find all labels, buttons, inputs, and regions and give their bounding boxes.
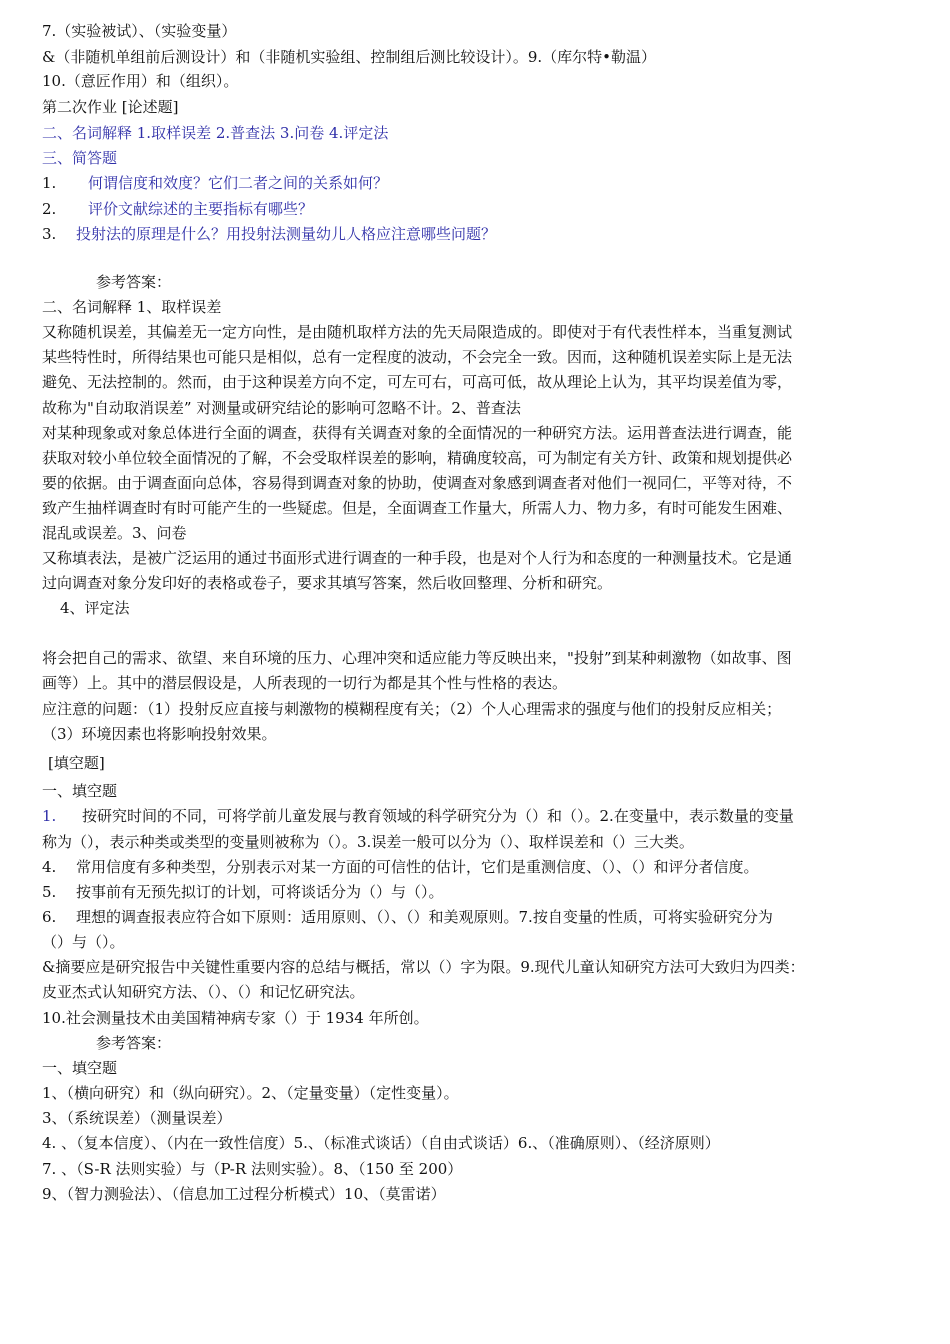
- question-text: 理想的调查报表应符合如下原则：适用原则、（）、（）和美观原则。7.按自变量的性质，可将实验研究分为: [76, 908, 773, 926]
- paragraph-line: 皮亚杰式认知研究方法、（）、（）和记忆研究法。: [42, 983, 365, 1001]
- question-text: 按事前有无预先拟订的计划，可将谈话分为（）与（）。: [76, 883, 444, 901]
- answer-line: 7. 、（S-R 法则实验）与（P-R 法则实验）。8、（150 至 200）: [42, 1160, 463, 1178]
- question-number: 5.: [42, 883, 57, 901]
- question-number: 6.: [42, 908, 57, 926]
- answer-line: 4. 、（复本信度）、（内在一致性信度）5.、（标准式谈话）（自由式谈话）6.、（准确原则）、（经济原则）: [42, 1134, 720, 1152]
- paragraph-line: 过向调查对象分发印好的表格或卷子，要求其填写答案，然后收回整理、分析和研究。: [42, 574, 613, 592]
- question-number: 1.: [42, 807, 57, 825]
- answer-line-10: 10.（意匠作用）和（组织）。: [42, 72, 239, 90]
- fill-question-6: [42, 905, 908, 930]
- answer-line: 3、（系统误差）（测量误差）: [42, 1109, 232, 1127]
- fill-in-heading: [填空题]: [48, 754, 105, 772]
- answer-section-heading: 一、填空题: [42, 1059, 118, 1077]
- fill-question-1: [42, 804, 908, 829]
- paragraph-line: （3）环境因素也将影响投射效果。: [42, 725, 277, 743]
- paragraph-line: 获取对较小单位较全面情况的了解，不会受取样误差的影响，精确度较高，可为制定有关方针、政策和规划提供必: [42, 449, 793, 467]
- answer-line-8-9: &（非随机单组前后测设计）和（非随机实验组、控制组后测比较设计）。9.（库尔特•勒温）: [42, 48, 657, 66]
- paragraph-line: 对某种现象或对象总体进行全面的调查，获得有关调查对象的全面情况的一种研究方法。运用普查法进行调查，能: [42, 424, 793, 442]
- question-text: 常用信度有多种类型，分别表示对某一方面的可信性的估计，它们是重测信度、（）、（）和评分者信度。: [76, 858, 759, 876]
- answer-line: 1、（横向研究）和（纵向研究）。2、（定量变量）（定性变量）。: [42, 1084, 459, 1102]
- paragraph-line: 称为（），表示种类或类型的变量则被称为（）。3.误差一般可以分为（）、取样误差和（）三大类。: [42, 833, 694, 851]
- short-question-3: [42, 222, 908, 247]
- paragraph-line: 某些特性时，所得结果也可能只是相似，总有一定程度的波动，不会完全一致。因而，这种随机误差实际上是无法: [42, 348, 793, 366]
- fill-question-4: [42, 855, 908, 880]
- short-question-1: [42, 171, 908, 196]
- reference-answer-label: 参考答案：: [96, 1034, 172, 1052]
- question-text: 投射法的原理是什么？用投射法测量幼儿人格应注意哪些问题？: [76, 225, 497, 243]
- question-text: 评价文献综述的主要指标有哪些？: [88, 200, 314, 218]
- term-definition-heading: 二、名词解释 1.取样误差 2.普查法 3.问卷 4.评定法: [42, 124, 389, 142]
- question-number: 4.: [42, 858, 57, 876]
- fill-in-section: 一、填空题: [42, 782, 118, 800]
- short-question-2: [42, 197, 908, 222]
- paragraph-line: 要的依据。由于调查面向总体，容易得到调查对象的协助，使调查对象感到调查者对他们一视同仁，平等对待，不: [42, 474, 793, 492]
- rating-method-heading: 4、评定法: [60, 599, 130, 617]
- reference-answer-label: 参考答案：: [96, 273, 172, 291]
- question-number: 2.: [42, 200, 57, 218]
- paragraph-line: 致产生抽样调查时有时可能产生的一些疑虑。但是，全面调查工作量大，所需人力、物力多，有时可能发生困难、: [42, 499, 793, 517]
- paragraph-line: 10.社会测量技术由美国精神病专家（）于 1934 年所创。: [42, 1009, 429, 1027]
- answer-line-7: 7.（实验被试）、（实验变量）: [42, 22, 237, 40]
- short-answer-heading: 三、简答题: [42, 149, 118, 167]
- question-number: 3.: [42, 225, 57, 243]
- paragraph-line: 又称填表法，是被广泛运用的通过书面形式进行调查的一种手段，也是对个人行为和态度的一种测量技术。它是通: [42, 549, 793, 567]
- paragraph-line: 将会把自己的需求、欲望、来自环境的压力、心理冲突和适应能力等反映出来，"投射”到某种刺激物（如故事、图: [42, 649, 792, 667]
- paragraph-line: 混乱或误差。3、问卷: [42, 524, 187, 542]
- paragraph-line: （）与（）。: [42, 933, 125, 951]
- paragraph-line: 又称随机误差，其偏差无一定方向性，是由随机取样方法的先天局限造成的。即使对于有代表性样本，当重复测试: [42, 323, 793, 341]
- paragraph-line: &摘要应是研究报告中关键性重要内容的总结与概括，常以（）字为限。9.现代儿童认知研究方法可大致归为四类：: [42, 958, 805, 976]
- homework-2-heading: 第二次作业 [论述题]: [42, 98, 179, 116]
- paragraph-line: 故称为"自动取消误差” 对测量或研究结论的影响可忽略不计。2、普查法: [42, 399, 521, 417]
- answer-term-heading: 二、名词解释 1、取样误差: [42, 298, 222, 316]
- paragraph-line: 应注意的问题：（1）投射反应直接与刺激物的模糊程度有关；（2）个人心理需求的强度与他们的投射反应相关；: [42, 700, 782, 718]
- fill-question-5: [42, 880, 908, 905]
- paragraph-line: 避免、无法控制的。然而，由于这种误差方向不定，可左可右，可高可低，故从理论上认为，其平均误差值为零，: [42, 373, 793, 391]
- paragraph-line: 画等）上。其中的潜层假设是，人所表现的一切行为都是其个性与性格的表达。: [42, 674, 568, 692]
- answer-line: 9、（智力测验法）、（信息加工过程分析模式）10、（莫雷诺）: [42, 1185, 446, 1203]
- question-text: 何谓信度和效度？它们二者之间的关系如何？: [88, 174, 389, 192]
- question-number: 1.: [42, 174, 57, 192]
- question-text: 按研究时间的不同，可将学前儿童发展与教育领域的科学研究分为（）和（）。2.在变量中，表示数量的变量: [82, 807, 794, 825]
